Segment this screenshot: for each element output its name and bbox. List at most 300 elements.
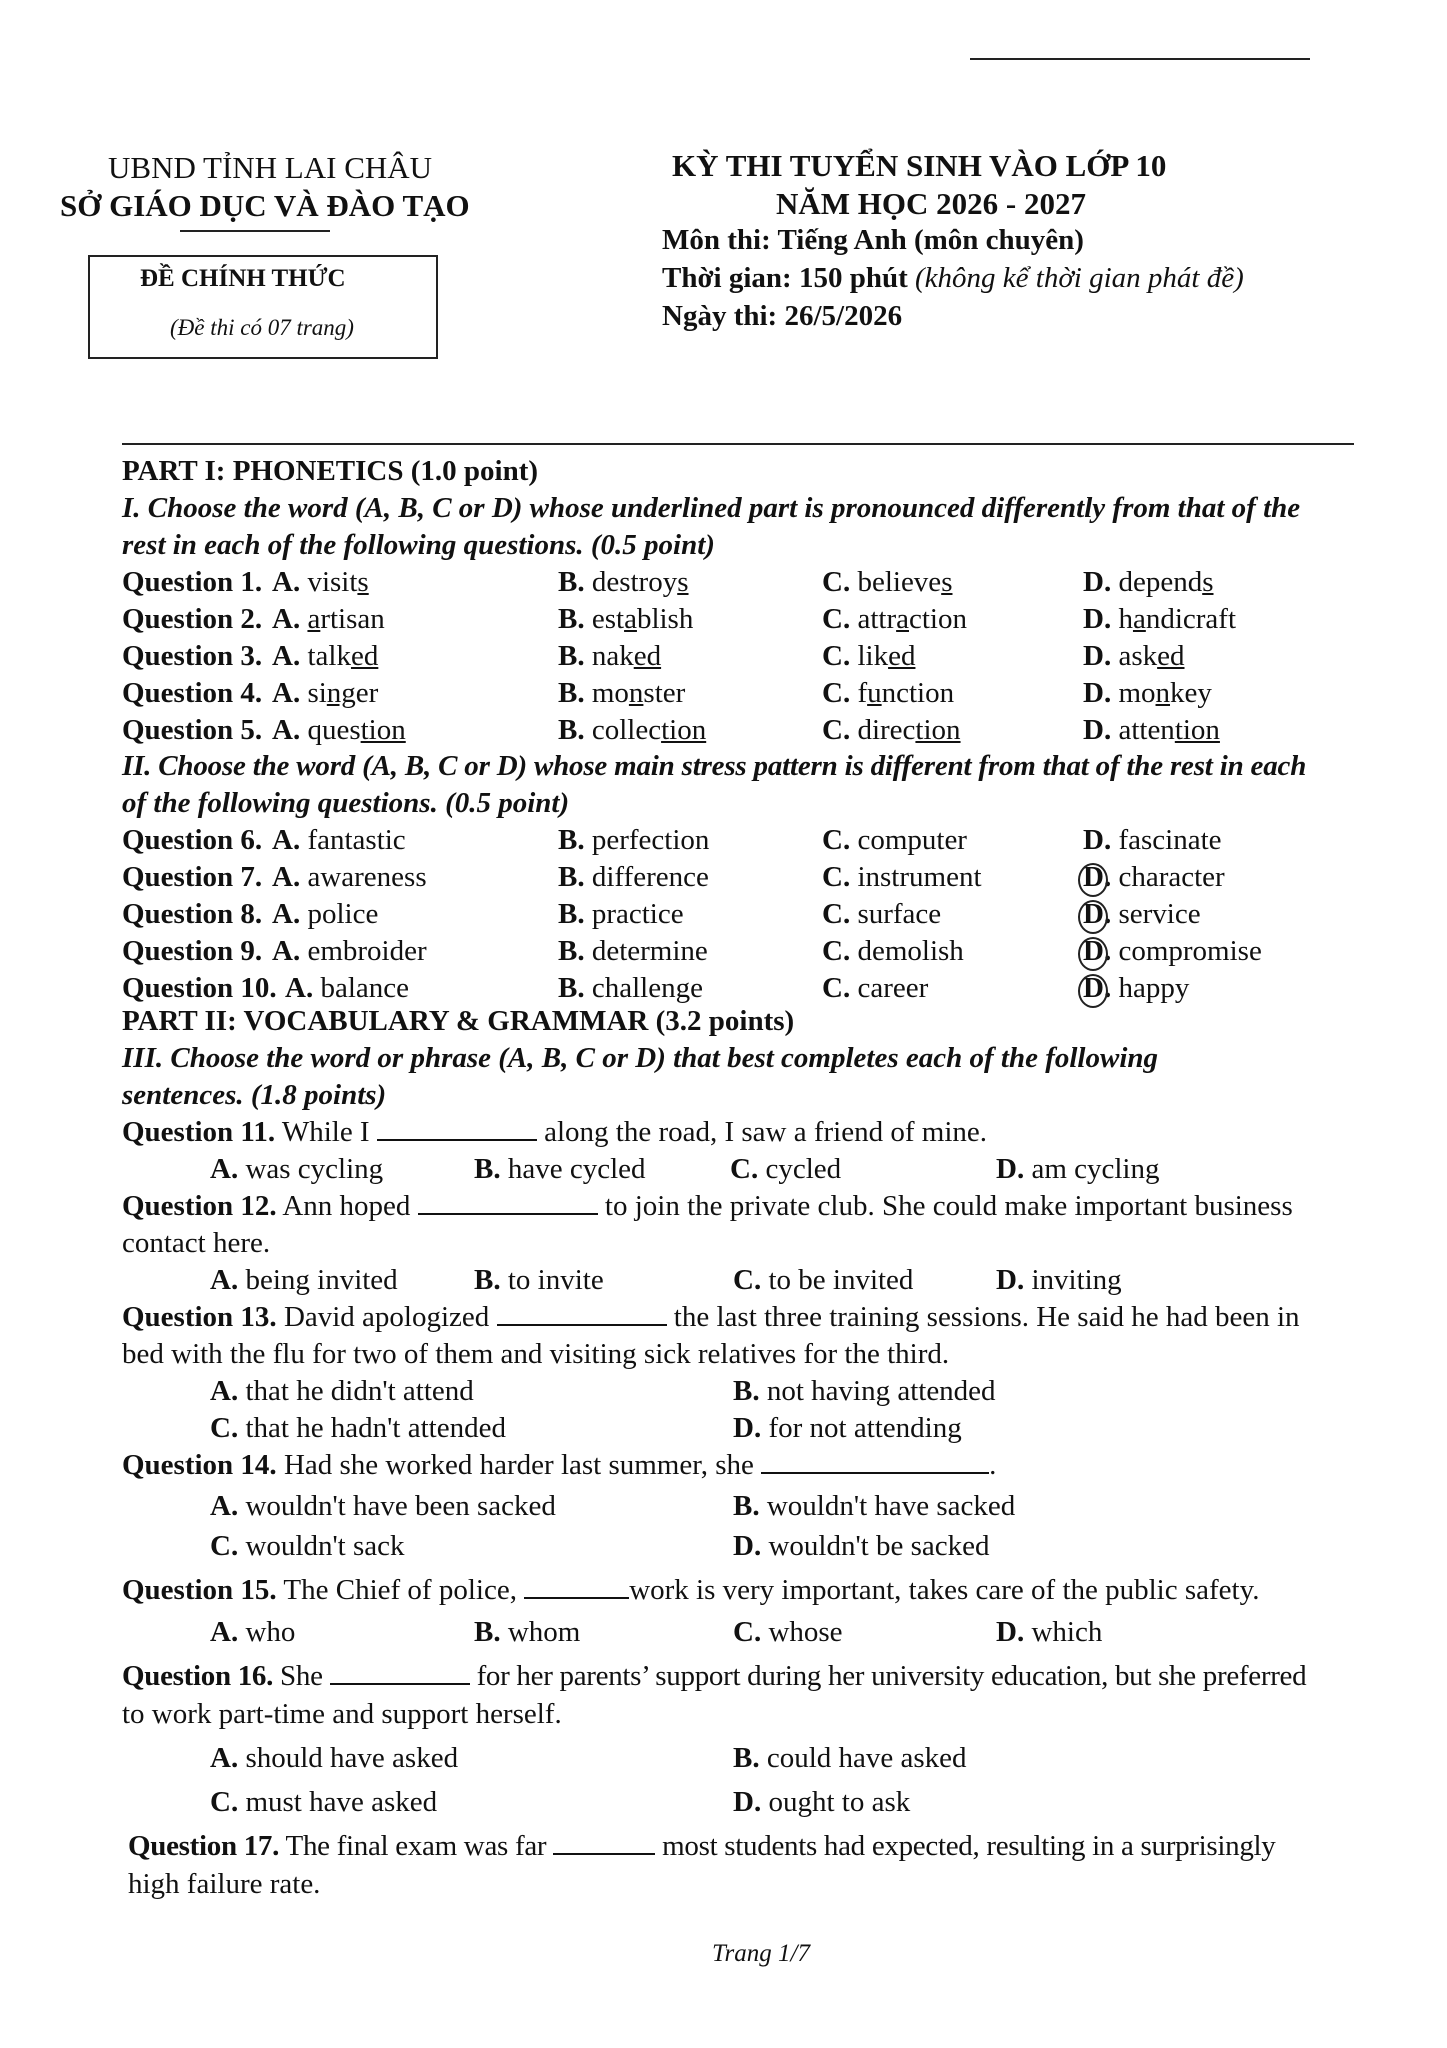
option-text: whom: [507, 1616, 581, 1648]
school-year: NĂM HỌC 2026 - 2027: [776, 186, 1086, 221]
dept-line2: SỞ GIÁO DỤC VÀ ĐÀO TẠO: [60, 188, 470, 223]
option-letter: D.: [1083, 861, 1112, 893]
option-d[interactable]: [1083, 677, 1212, 710]
option-letter: C.: [733, 1264, 762, 1296]
option-letter: C.: [210, 1530, 239, 1562]
option-letter: A.: [272, 861, 301, 893]
underlined-part: a: [1132, 603, 1146, 635]
dept-rule: [180, 230, 330, 232]
option-c[interactable]: [822, 640, 915, 673]
option-c[interactable]: [210, 1786, 437, 1819]
option-letter: D.: [1083, 640, 1112, 672]
word-part: destroy: [591, 566, 678, 598]
option-text: wouldn't have been sacked: [245, 1490, 556, 1522]
underlined-part: tion: [1174, 714, 1220, 746]
question-1: [122, 566, 262, 599]
word-part: ction: [908, 603, 967, 635]
question-4: [122, 677, 262, 710]
word-part: ques: [307, 714, 361, 746]
option-a[interactable]: [210, 1490, 556, 1523]
word-part: nak: [591, 640, 634, 672]
option-text: which: [1031, 1616, 1103, 1648]
sec3-instruction-line1: III. Choose the word or phrase (A, B, C or D) that best completes each of the following: [122, 1042, 1159, 1074]
option-d[interactable]: [996, 1616, 1102, 1649]
option-text: perfection: [591, 824, 710, 856]
option-letter: D.: [996, 1264, 1025, 1296]
option-text: should have asked: [245, 1742, 459, 1774]
option-letter: B.: [733, 1490, 760, 1522]
option-letter: C.: [822, 935, 851, 967]
option-text: career: [857, 972, 929, 1004]
underlined-part: u: [867, 677, 882, 709]
option-b[interactable]: [733, 1490, 1015, 1523]
option-letter: A.: [210, 1264, 239, 1296]
question-number: Question 3.: [122, 640, 263, 672]
option-letter: D.: [733, 1530, 762, 1562]
option-b[interactable]: [558, 972, 703, 1005]
option-letter: C.: [822, 677, 851, 709]
official-title: ĐỀ CHÍNH THỨC: [140, 265, 346, 292]
time-line: [662, 262, 1244, 295]
question-number: Question 1.: [122, 566, 263, 598]
option-text: am cycling: [1031, 1153, 1160, 1185]
option-text: fascinate: [1118, 824, 1222, 856]
word-part: mo: [591, 677, 629, 709]
page-number: Trang 1/7: [712, 1940, 810, 1967]
option-letter: D.: [1083, 898, 1112, 930]
option-a[interactable]: [210, 1375, 474, 1408]
option-letter: C.: [822, 824, 851, 856]
option-letter: D.: [996, 1153, 1025, 1185]
underlined-part: s: [1202, 566, 1214, 598]
option-text: not having attended: [766, 1375, 996, 1407]
sec2-instruction-line1: II. Choose the word (A, B, C or D) whose main stress pattern is different from that of the rest in each: [122, 750, 1307, 782]
option-letter: A.: [272, 640, 301, 672]
option-letter: A.: [272, 898, 301, 930]
option-text: instrument: [857, 861, 982, 893]
option-text: must have asked: [245, 1786, 438, 1818]
option-d[interactable]: [733, 1530, 990, 1563]
answer-blank[interactable]: [330, 1661, 470, 1685]
word-part: blish: [636, 603, 694, 635]
underlined-part: ng: [326, 677, 356, 709]
option-letter: C.: [210, 1412, 239, 1444]
question-text: most students had expected, resulting in a surprisingly: [662, 1830, 1276, 1862]
option-text: awareness: [307, 861, 427, 893]
option-letter: A.: [285, 972, 314, 1004]
option-letter: D.: [1083, 714, 1112, 746]
question-15: [122, 1574, 1259, 1607]
option-letter: A.: [210, 1490, 239, 1522]
option-letter: D.: [1083, 603, 1112, 635]
option-letter: D.: [733, 1412, 762, 1444]
option-b[interactable]: [558, 935, 708, 968]
option-text: ought to ask: [768, 1786, 911, 1818]
question-8: [122, 898, 262, 931]
question-number: Question 10.: [122, 972, 277, 1004]
underlined-part: a: [896, 603, 909, 635]
option-a[interactable]: [210, 1742, 458, 1775]
option-d[interactable]: [1083, 935, 1262, 968]
option-text: happy: [1118, 972, 1190, 1004]
option-letter: B.: [474, 1616, 501, 1648]
option-b[interactable]: [558, 714, 706, 747]
question-number: Question 12.: [122, 1190, 277, 1222]
option-c[interactable]: [822, 861, 982, 894]
option-a[interactable]: [272, 603, 385, 636]
option-letter: A.: [210, 1742, 239, 1774]
option-letter: A.: [272, 714, 301, 746]
question-text: to join the private club. She could make important business: [604, 1190, 1293, 1222]
question-number: Question 6.: [122, 824, 263, 856]
option-letter: C.: [733, 1616, 762, 1648]
question-number: Question 13.: [122, 1301, 277, 1333]
option-text: wouldn't be sacked: [768, 1530, 990, 1562]
underlined-part: ed: [350, 640, 379, 672]
option-letter: B.: [474, 1153, 501, 1185]
question-text: along the road, I saw a friend of mine.: [544, 1116, 987, 1148]
handwritten-circle-mark: [1078, 937, 1108, 971]
question-2: [122, 603, 262, 636]
option-text: service: [1118, 898, 1201, 930]
question-text: .: [989, 1449, 997, 1481]
underlined-part: ed: [633, 640, 662, 672]
option-letter: C.: [822, 714, 851, 746]
question-text: The final exam was far: [285, 1830, 547, 1862]
option-b[interactable]: [558, 824, 709, 857]
option-text: difference: [591, 861, 709, 893]
option-a[interactable]: [272, 714, 406, 747]
word-part: mo: [1118, 677, 1156, 709]
time-note: (không kể thời gian phát đề): [914, 262, 1244, 294]
option-c[interactable]: [822, 603, 967, 636]
option-text: cycled: [765, 1153, 842, 1185]
option-text: computer: [857, 824, 967, 856]
time-value: 150 phút: [798, 262, 908, 294]
option-letter: C.: [822, 898, 851, 930]
option-letter: C.: [822, 861, 851, 893]
handwritten-circle-mark: [1078, 900, 1108, 934]
word-part: lik: [857, 640, 889, 672]
question-11: [122, 1116, 987, 1149]
word-part: visit: [307, 566, 358, 598]
option-c[interactable]: [210, 1530, 405, 1563]
option-letter: A.: [272, 824, 301, 856]
option-text: have cycled: [507, 1153, 646, 1185]
subject-value: Tiếng Anh (môn chuyên): [777, 224, 1084, 256]
question-10: [122, 972, 277, 1005]
word-part: believe: [857, 566, 942, 598]
option-b[interactable]: [558, 898, 684, 931]
question-text: Had she worked harder last summer, she: [283, 1449, 754, 1481]
question-number: Question 16.: [122, 1660, 274, 1692]
question-9: [122, 935, 262, 968]
option-letter: C.: [822, 972, 851, 1004]
question-number: Question 17.: [128, 1830, 280, 1862]
sec3-instruction-line2: sentences. (1.8 points): [122, 1079, 387, 1111]
option-b[interactable]: [474, 1153, 646, 1186]
handwritten-circle-mark: [1078, 863, 1108, 897]
option-letter: B.: [558, 824, 585, 856]
option-d[interactable]: [733, 1412, 962, 1445]
question-3: [122, 640, 262, 673]
option-d[interactable]: [1083, 714, 1220, 747]
word-part: key: [1170, 677, 1212, 709]
option-letter: A.: [272, 566, 301, 598]
sec1-instruction-line1: I. Choose the word (A, B, C or D) whose underlined part is pronounced differently from that of the: [122, 492, 1301, 524]
option-c[interactable]: [733, 1616, 843, 1649]
question-number: Question 9.: [122, 935, 263, 967]
word-part: est: [591, 603, 625, 635]
option-d[interactable]: [1083, 824, 1222, 857]
word-part: depend: [1118, 566, 1203, 598]
option-a[interactable]: [285, 972, 409, 1005]
word-part: ask: [1118, 640, 1158, 672]
option-text: challenge: [591, 972, 703, 1004]
underlined-part: n: [1155, 677, 1171, 709]
option-b[interactable]: [558, 603, 693, 636]
question-17: [128, 1830, 1276, 1863]
question-text: Ann hoped: [282, 1190, 411, 1222]
page-count-note: (Đề thi có 07 trang): [170, 315, 354, 340]
option-letter: B.: [558, 677, 585, 709]
option-b[interactable]: [474, 1616, 580, 1649]
option-letter: C.: [210, 1786, 239, 1818]
date-value: 26/5/2026: [784, 300, 903, 332]
underlined-part: ed: [888, 640, 916, 672]
question-number: Question 11.: [122, 1116, 276, 1148]
word-part: talk: [307, 640, 351, 672]
underlined-part: n: [628, 677, 644, 709]
question-7: [122, 861, 262, 894]
option-letter: D.: [733, 1786, 762, 1818]
header-divider: [122, 443, 1354, 445]
part1-title: PART I: PHONETICS (1.0 point): [122, 455, 539, 487]
option-text: whose: [768, 1616, 843, 1648]
subject-label: Môn thi:: [662, 224, 771, 256]
answer-blank[interactable]: [377, 1117, 537, 1141]
option-text: character: [1118, 861, 1225, 893]
option-c[interactable]: [822, 677, 954, 710]
option-letter: A.: [210, 1153, 239, 1185]
question-text: The Chief of police,: [283, 1574, 517, 1606]
option-c[interactable]: [733, 1264, 913, 1297]
option-a[interactable]: [272, 898, 378, 931]
option-a[interactable]: [210, 1616, 295, 1649]
question-text: work is very important, takes care of the public safety.: [629, 1574, 1260, 1606]
option-text: fantastic: [307, 824, 406, 856]
option-text: could have asked: [766, 1742, 967, 1774]
question-number: Question 2.: [122, 603, 263, 635]
question-16: [122, 1660, 1306, 1693]
option-letter: A.: [210, 1616, 239, 1648]
option-letter: D.: [1083, 935, 1112, 967]
option-letter: C.: [822, 640, 851, 672]
sec2-instruction-line2: of the following questions. (0.5 point): [122, 787, 570, 819]
question-14: [122, 1449, 996, 1482]
option-letter: B.: [558, 861, 585, 893]
option-letter: B.: [733, 1742, 760, 1774]
option-text: surface: [857, 898, 942, 930]
option-text: to invite: [507, 1264, 604, 1296]
option-text: wouldn't have sacked: [766, 1490, 1016, 1522]
option-c[interactable]: [822, 935, 964, 968]
question-6: [122, 824, 262, 857]
option-b[interactable]: [558, 566, 689, 599]
word-part: collec: [591, 714, 662, 746]
option-d[interactable]: [733, 1786, 910, 1819]
option-c[interactable]: [822, 824, 967, 857]
option-letter: B.: [558, 566, 585, 598]
option-letter: B.: [558, 714, 585, 746]
option-a[interactable]: [272, 640, 378, 673]
question-5: [122, 714, 262, 747]
option-letter: B.: [558, 640, 585, 672]
word-part: atten: [1118, 714, 1175, 746]
question-text: While I: [281, 1116, 370, 1148]
option-a[interactable]: [272, 566, 369, 599]
option-text: determine: [591, 935, 708, 967]
option-d[interactable]: [996, 1264, 1122, 1297]
option-c[interactable]: [822, 566, 952, 599]
question-17-continued: high failure rate.: [128, 1868, 321, 1900]
underlined-part: s: [941, 566, 953, 598]
option-b[interactable]: [558, 861, 709, 894]
underlined-part: s: [677, 566, 689, 598]
option-letter: B.: [558, 972, 585, 1004]
option-d[interactable]: [996, 1153, 1160, 1186]
question-12-continued: contact here.: [122, 1227, 271, 1259]
option-letter: D.: [996, 1616, 1025, 1648]
option-letter: B.: [733, 1375, 760, 1407]
option-letter: A.: [210, 1375, 239, 1407]
question-text: David apologized: [283, 1301, 490, 1333]
option-a[interactable]: [210, 1153, 383, 1186]
word-part: rtisan: [320, 603, 385, 635]
option-a[interactable]: [210, 1264, 398, 1297]
option-letter: C.: [730, 1153, 759, 1185]
top-rule: [970, 58, 1310, 60]
option-letter: B.: [558, 935, 585, 967]
question-text: the last three training sessions. He said he had been in: [673, 1301, 1300, 1333]
question-16-continued: to work part-time and support herself.: [122, 1698, 562, 1730]
underlined-part: tion: [915, 714, 961, 746]
option-d[interactable]: [1083, 566, 1214, 599]
question-text: for her parents’ support during her university education, but she preferred: [476, 1660, 1307, 1692]
option-text: to be invited: [768, 1264, 914, 1296]
option-letter: D.: [1083, 566, 1112, 598]
answer-blank[interactable]: [761, 1450, 989, 1474]
word-part: ndicraft: [1145, 603, 1236, 635]
option-a[interactable]: [272, 677, 378, 710]
option-text: wouldn't sack: [245, 1530, 405, 1562]
option-text: that he hadn't attended: [245, 1412, 506, 1444]
option-text: inviting: [1031, 1264, 1122, 1296]
option-a[interactable]: [272, 824, 406, 857]
question-number: Question 7.: [122, 861, 263, 893]
underlined-part: tion: [360, 714, 406, 746]
option-text: for not attending: [768, 1412, 962, 1444]
underlined-part: a: [307, 603, 321, 635]
option-b[interactable]: [558, 677, 685, 710]
word-part: attr: [857, 603, 897, 635]
word-part: ster: [643, 677, 686, 709]
option-c[interactable]: [822, 972, 928, 1005]
answer-blank[interactable]: [524, 1575, 629, 1599]
handwritten-circle-mark: [1078, 974, 1108, 1008]
word-part: er: [355, 677, 379, 709]
answer-blank[interactable]: [553, 1831, 655, 1855]
time-label: Thời gian:: [662, 262, 792, 294]
option-letter: D.: [1083, 677, 1112, 709]
underlined-part: tion: [661, 714, 707, 746]
question-number: Question 14.: [122, 1449, 277, 1481]
option-c[interactable]: [822, 898, 941, 931]
option-text: who: [245, 1616, 296, 1648]
exam-title: KỲ THI TUYỂN SINH VÀO LỚP 10: [672, 148, 1167, 183]
question-13-continued: bed with the flu for two of them and visiting sick relatives for the third.: [122, 1338, 950, 1370]
question-number: Question 8.: [122, 898, 263, 930]
option-letter: D.: [1083, 972, 1112, 1004]
date-line: [662, 300, 902, 333]
sec1-instruction-line2: rest in each of the following questions. (0.5 point): [122, 529, 715, 561]
option-letter: B.: [558, 898, 585, 930]
word-part: nction: [881, 677, 955, 709]
option-text: compromise: [1118, 935, 1262, 967]
word-part: direc: [857, 714, 916, 746]
option-c[interactable]: [822, 714, 961, 747]
answer-blank[interactable]: [497, 1302, 667, 1326]
question-12: [122, 1190, 1293, 1223]
underlined-part: s: [357, 566, 369, 598]
date-label: Ngày thi:: [662, 300, 778, 332]
option-text: demolish: [857, 935, 964, 967]
option-c[interactable]: [730, 1153, 841, 1186]
dept-line1: UBND TỈNH LAI CHÂU: [108, 150, 433, 185]
option-a[interactable]: [272, 935, 427, 968]
subject-line: [662, 224, 1084, 257]
part2-title: PART II: VOCABULARY & GRAMMAR (3.2 points): [122, 1005, 795, 1037]
question-number: Question 15.: [122, 1574, 277, 1606]
option-letter: B.: [558, 603, 585, 635]
option-letter: A.: [272, 677, 301, 709]
option-d[interactable]: [1083, 603, 1236, 636]
option-b[interactable]: [733, 1742, 967, 1775]
answer-blank[interactable]: [418, 1191, 598, 1215]
option-b[interactable]: [474, 1264, 604, 1297]
option-b[interactable]: [733, 1375, 996, 1408]
question-text: She: [280, 1660, 323, 1692]
question-number: Question 5.: [122, 714, 263, 746]
option-text: practice: [591, 898, 684, 930]
option-letter: B.: [474, 1264, 501, 1296]
option-text: police: [307, 898, 379, 930]
option-b[interactable]: [558, 640, 661, 673]
option-letter: A.: [272, 935, 301, 967]
word-part: f: [857, 677, 868, 709]
option-text: that he didn't attend: [245, 1375, 474, 1407]
option-a[interactable]: [272, 861, 427, 894]
option-text: was cycling: [245, 1153, 384, 1185]
underlined-part: a: [624, 603, 637, 635]
word-part: h: [1118, 603, 1133, 635]
option-text: being invited: [245, 1264, 398, 1296]
option-letter: D.: [1083, 824, 1112, 856]
option-c[interactable]: [210, 1412, 506, 1445]
option-d[interactable]: [1083, 640, 1185, 673]
option-text: balance: [320, 972, 409, 1004]
option-letter: C.: [822, 603, 851, 635]
